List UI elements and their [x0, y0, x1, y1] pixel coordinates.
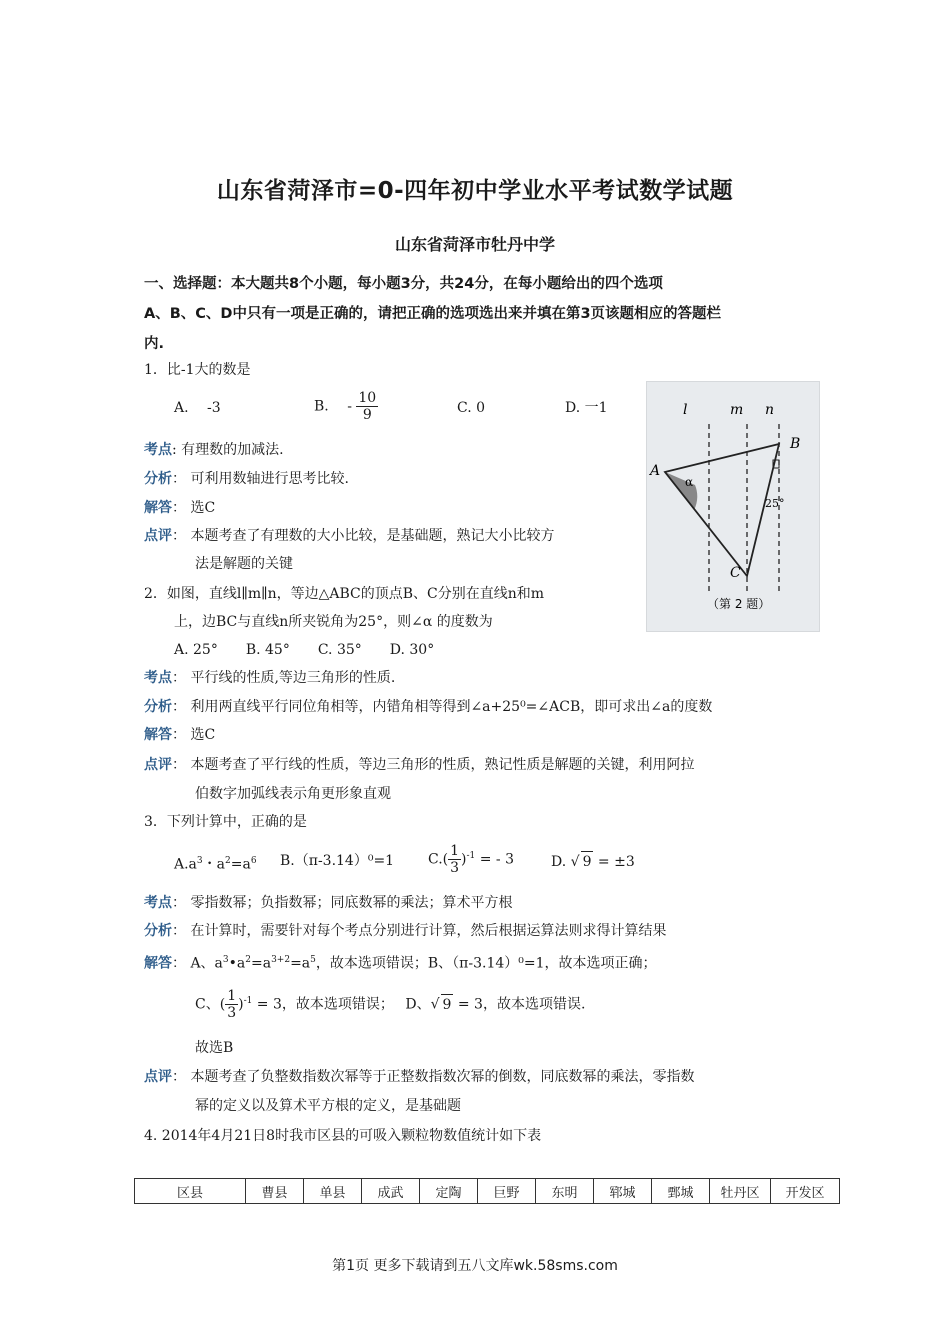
table-header-cell: 巨野: [478, 1179, 536, 1204]
q3-dianping-text: ： 本题考查了负整数指数次幂等于正整数指数次幂的倒数，同底数幂的乘法，零指数: [172, 1069, 695, 1085]
label-jieda: 解答: [144, 727, 172, 743]
fraction-denominator: 9: [362, 407, 372, 423]
triangle-figure: [646, 381, 820, 632]
label-a: A: [650, 463, 661, 479]
q1-dianping-text: ： 本题考查了有理数的大小比较，是基础题，熟记大小比较方: [172, 528, 555, 544]
q1-option-d: D. 一1: [565, 400, 608, 416]
q3-jieda-part: •a: [228, 955, 246, 972]
q2-kaodian: [144, 668, 395, 688]
q2-fenxi-text: ： 利用两直线平行同位角相等，内错角相等得到∠a+25⁰=∠ACB，即可求出∠a的度数: [172, 699, 713, 715]
q1-jieda: [144, 498, 215, 518]
q3-kaodian-text: ： 零指数幂；负指数幂；同底数幂的乘法；算术平方根: [172, 895, 513, 911]
q1-fenxi: [144, 469, 349, 489]
table-header-cell: 牡丹区: [710, 1179, 771, 1204]
q4-stem: 4. 2014年4月21日8时我市区县的可吸入颗粒物数值统计如下表: [144, 1128, 542, 1144]
label-25-degree: 25°: [765, 497, 785, 510]
label-dianping: 点评: [144, 757, 172, 773]
q3-option-d: D. √ 9 = ±3: [551, 851, 635, 872]
q3-jieda-fraction: [225, 988, 238, 1021]
q2-options: A. 25° B. 45° C. 35° D. 30°: [174, 642, 435, 658]
label-kaodian: 考点: [144, 442, 172, 458]
fraction-numerator: 10: [358, 390, 377, 406]
exponent: 3: [196, 856, 203, 866]
label-c: C: [730, 565, 741, 581]
table-header-cell: 郓城: [594, 1179, 652, 1204]
sqrt-radicand: 9: [441, 994, 454, 1015]
q2-stem: 2．如图，直线l∥m∥n，等边△ABC的顶点B、C分别在直线n和m: [144, 586, 545, 602]
q3-fenxi: [144, 921, 666, 941]
label-l: l: [683, 402, 688, 418]
sqrt-radicand: 9: [581, 851, 594, 872]
label-kaodian: 考点: [144, 670, 172, 686]
q3-jieda-part: C、(: [195, 996, 226, 1013]
q1-stem: 1．比-1大的数是: [144, 362, 251, 378]
exponent: -1: [243, 995, 253, 1006]
triangle-abc: [665, 444, 779, 576]
table-header-cell: 定陶: [420, 1179, 478, 1204]
label-n: n: [765, 402, 775, 418]
q3-kaodian: [144, 893, 512, 913]
q3-c-part: C.(: [428, 851, 449, 868]
fraction-numerator: 1: [450, 843, 460, 859]
q3-d-part: = ±3: [593, 854, 635, 870]
q3-stem: 3．下列计算中，正确的是: [144, 814, 307, 830]
q1-jieda-text: ： 选C: [172, 500, 216, 516]
q3-jieda-final: 故选B: [195, 1040, 234, 1056]
q3-jieda-line2: C、( $\frac{1}{3}$ )$^{-1}$ = 3，故本选项错误； D、√ 9 = 3，故本选项错误.: [195, 988, 586, 1021]
section-heading-line3: 内.: [144, 336, 165, 352]
q1-option-b-fraction: [356, 390, 378, 423]
fraction-denominator: 3: [450, 860, 460, 876]
q2-dianping: [144, 755, 694, 775]
q3-c-fraction: [448, 843, 461, 876]
figure-caption: （第 2 题）: [707, 597, 771, 611]
table-header-cell: 曹县: [246, 1179, 304, 1204]
q3-jieda-part: ): [238, 996, 244, 1013]
q3-jieda: [144, 950, 657, 974]
q1-fenxi-text: ： 可利用数轴进行思考比较.: [172, 471, 349, 487]
q3-jieda-part: =a: [290, 955, 311, 972]
exponent: 3+2: [271, 955, 291, 965]
q1-dianping-cont: 法是解题的关键: [195, 556, 293, 572]
q3-d-part: D.: [551, 854, 567, 870]
q2-kaodian-text: ： 平行线的性质,等边三角形的性质.: [172, 670, 396, 686]
label-b: B: [790, 436, 801, 452]
table-header-cell: 区县: [135, 1179, 246, 1204]
label-jieda: 解答: [144, 955, 172, 972]
label-fenxi: 分析: [144, 699, 172, 715]
table-header-cell: 开发区: [771, 1179, 840, 1204]
exponent: 5: [310, 955, 316, 965]
q3-option-b: B.（π-3.14）⁰=1: [280, 853, 395, 869]
q1-option-a: A. -3: [174, 400, 221, 416]
q3-option-a: [174, 851, 257, 875]
triangle-diagram: [647, 382, 819, 631]
q2-fenxi: [144, 697, 712, 717]
fraction-numerator: 1: [227, 988, 237, 1004]
q3-a-part: ・a: [202, 856, 226, 873]
q3-jieda-part: = 3，故本选项错误.: [453, 996, 586, 1013]
label-kaodian: 考点: [144, 895, 172, 911]
q3-c-part: ): [461, 851, 467, 868]
q3-a-part: =a: [230, 856, 251, 873]
exponent: 6: [250, 856, 257, 866]
fraction-denominator: 3: [227, 1005, 237, 1021]
q3-fenxi-text: ： 在计算时，需要针对每个考点分别进行计算，然后根据运算法则求得计算结果: [172, 923, 667, 939]
label-fenxi: 分析: [144, 471, 172, 487]
table-header-cell: 成武: [362, 1179, 420, 1204]
page-title: 山东省菏泽市=0-四年初中学业水平考试数学试题: [216, 178, 734, 204]
q2-dianping-text: ： 本题考查了平行线的性质，等边三角形的性质，熟记性质是解题的关键，利用阿拉: [172, 757, 695, 773]
page-footer: 第1页 更多下载请到五八文库wk.58sms.com: [332, 1258, 618, 1274]
q1-option-b: [314, 390, 378, 423]
table-header-cell: 单县: [304, 1179, 362, 1204]
q1-dianping: [144, 526, 554, 546]
exponent: 2: [245, 955, 251, 965]
q3-jieda-part: = 3，故本选项错误； D、: [252, 996, 431, 1013]
school-subtitle: 山东省菏泽市牡丹中学: [394, 235, 555, 254]
table-row: [135, 1179, 840, 1204]
q3-jieda-part: ： A、a: [172, 955, 223, 972]
section-heading-line2: A、B、C、D中只有一项是正确的，请把正确的选项选出来并填在第3页该题相应的答题栏: [144, 306, 722, 322]
q3-a-part: A.a: [174, 856, 197, 873]
label-fenxi: 分析: [144, 923, 172, 939]
label-m: m: [730, 402, 744, 418]
q1-option-c: C. 0: [457, 400, 486, 416]
label-dianping: 点评: [144, 528, 172, 544]
exponent: -1: [466, 850, 476, 861]
label-dianping: 点评: [144, 1069, 172, 1085]
q3-option-c: [428, 843, 514, 876]
exponent: 3: [222, 955, 229, 965]
q3-c-part: = - 3: [475, 851, 515, 868]
q2-jieda: [144, 725, 215, 745]
q1-kaodian-text: : 有理数的加减法.: [172, 442, 284, 458]
q2-dianping-cont: 伯数字加弧线表示角更形象直观: [195, 786, 391, 802]
q3-dianping-cont: 幂的定义以及算术平方根的定义，是基础题: [195, 1098, 461, 1114]
q3-jieda-part: =a: [251, 955, 272, 972]
q3-dianping: [144, 1067, 694, 1087]
q1-kaodian: [144, 440, 284, 460]
q2-jieda-text: ： 选C: [172, 727, 216, 743]
label-jieda: 解答: [144, 500, 172, 516]
exponent: 2: [225, 856, 231, 866]
q1-option-b-label: B. -: [314, 398, 352, 415]
table-header-cell: 东明: [536, 1179, 594, 1204]
table-header-cell: 鄄城: [652, 1179, 710, 1204]
label-alpha: α: [685, 475, 694, 489]
section-heading-line1: 一、选择题：本大题共8个小题，每小题3分，共24分，在每小题给出的四个选项: [144, 276, 663, 292]
q3-jieda-part: ，故本选项错误；B、（π-3.14）⁰=1，故本选项正确；: [315, 955, 657, 972]
q2-stem-cont: 上，边BC与直线n所夹锐角为25°，则∠α 的度数为: [174, 614, 493, 630]
pm-table: [134, 1178, 840, 1204]
